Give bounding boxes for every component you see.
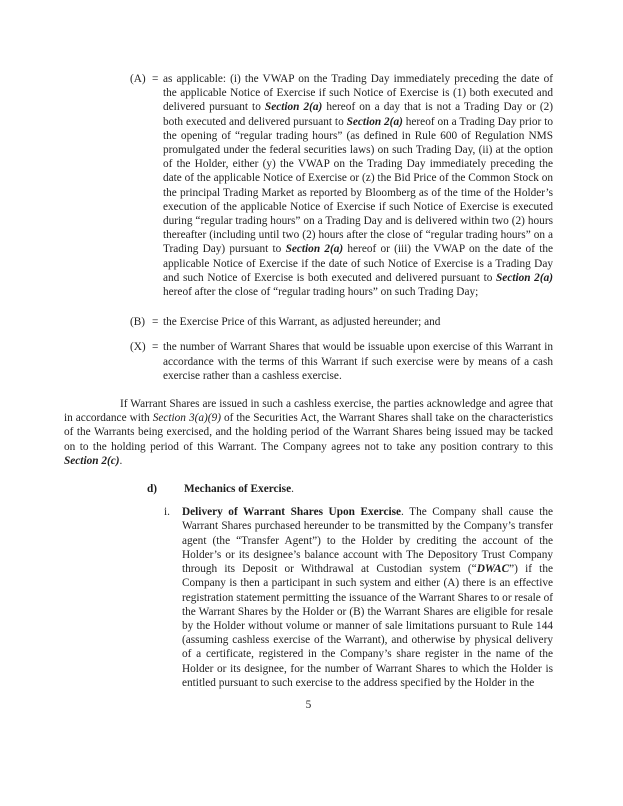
definition-equals-x: = — [152, 341, 159, 354]
clause-i-row — [164, 505, 553, 690]
definition-body-x: the number of Warrant Shares that would be issuable upon exercise of this Warrant in accordance with the terms of this Warrant if such exercise were by means of a cash exercise rather than a cashless exercise. — [163, 341, 553, 382]
subsection-d-title: Mechanics of Exercise. — [184, 483, 294, 496]
subsection-d-label: d) — [147, 483, 158, 496]
page-number: 5 — [305, 698, 312, 711]
subsection-d-heading — [147, 482, 553, 496]
definition-label-b: (B) — [130, 316, 146, 329]
definition-row-b — [130, 315, 553, 329]
document-content — [64, 72, 553, 712]
definition-label-x: (X) — [130, 341, 146, 354]
definition-equals-a: = — [152, 73, 159, 85]
clause-i-body: Delivery of Warrant Shares Upon Exercise. The Company shall cause the Warrant Shares purchased hereunder to be transmitted by the Company’s transfer agent (the “Transfer Agent”) to the Holder by crediting the account of the Holder’s or its designee’s balance account with The Depository Trust Company through its Deposit or Withdrawal at Custodian system (“DWAC”) if the Company is then a participant in such system and either (A) there is an effective registration statement permitting the issuance of the Warrant Shares to or resale of the Warrant Shares by the Holder or (B) the Warrant Shares are eligible for resale by the Holder without volume or manner of sale limitations pursuant to Rule 144 (assuming cashless exercise of the Warrant), and otherwise by physical delivery of a certificate, registered in the Company’s share register in the name of the Holder or its designee, for the number of Warrant Shares to which the Holder is entitled pursuant to such exercise to the address specified by the Holder in the — [182, 506, 553, 689]
definition-body-b: the Exercise Price of this Warrant, as adjusted hereunder; and — [163, 316, 441, 329]
definition-label-a: (A) — [130, 73, 146, 85]
cashless-exercise-paragraph: If Warrant Shares are issued in such a cashless exercise, the parties acknowledge and agree that in accordance with Section 3(a)(9) of the Securities Act, the Warrant Shares shall take on the characteristics of the Warrants being exercised, and the holding period of the Warrant Shares being issued may be tacked on to the holding period of this Warrant. The Company agrees not to take any position contrary to this Section 2(c). — [64, 398, 554, 467]
definition-row-a — [130, 72, 553, 299]
definition-row-x — [130, 340, 553, 383]
definition-body-a: as applicable: (i) the VWAP on the Trading Day immediately preceding the date of the applicable Notice of Exercise if such Notice of Exercise is (1) both executed and delivered pursuant to Section 2(a) hereof on a day that is not a Trading Day or (2) both executed and delivered pursuant to Section 2(a) hereof on a Trading Day prior to the opening of “regular trading hours” (as defined in Rule 600 of Regulation NMS promulgated under the federal securities laws) on such Trading Day, (ii) at the option of the Holder, either (y) the VWAP on the Trading Day immediately preceding the date of the applicable Notice of Exercise or (z) the Bid Price of the Common Stock on the principal Trading Market as reported by Bloomberg as of the time of the Holder’s execution of the applicable Notice of Exercise if such Notice of Exercise is executed during “regular trading hours” on a Trading Day and is delivered within two (2) hours thereafter (including until two (2) hours after the close of “regular trading hours” on a Trading Day) pursuant to Section 2(a) hereof or (iii) the VWAP on the date of the applicable Notice of Exercise if the date of such Notice of Exercise is a Trading Day and such Notice of Exercise is both executed and delivered pursuant to Section 2(a) hereof after the close of “regular trading hours” on such Trading Day; — [163, 73, 554, 299]
definition-equals-b: = — [152, 316, 159, 329]
clause-i-marker: i. — [164, 506, 170, 519]
